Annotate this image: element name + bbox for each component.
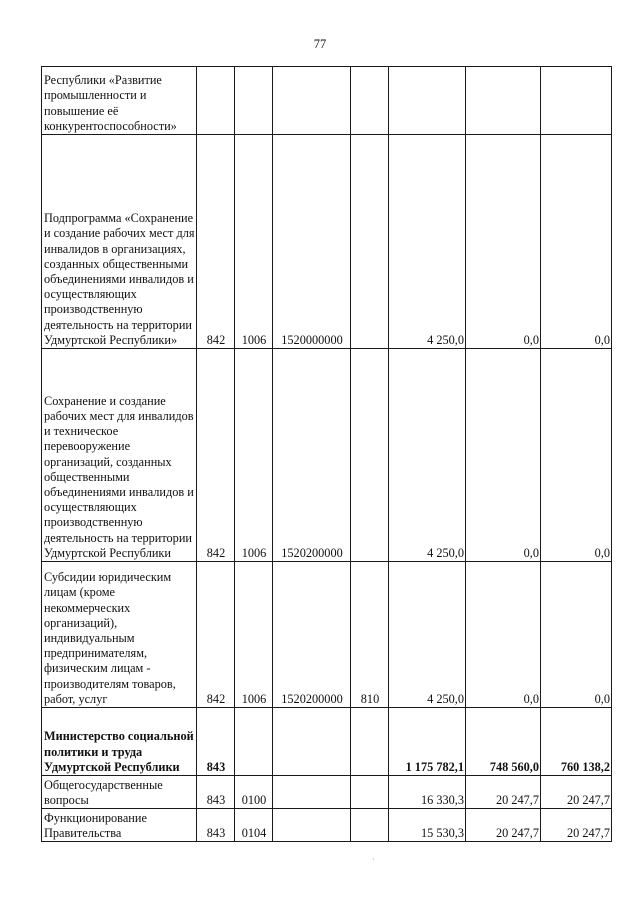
section-code: 0104 bbox=[235, 809, 273, 842]
expense-type-code bbox=[351, 135, 389, 349]
amount-year-1: 4 250,0 bbox=[389, 562, 466, 708]
scan-mark: · bbox=[372, 855, 375, 864]
dept-code: 842 bbox=[197, 562, 235, 708]
expense-type-code bbox=[351, 708, 389, 776]
amount-year-3: 20 247,7 bbox=[541, 776, 612, 809]
amount-year-2: 0,0 bbox=[466, 349, 541, 562]
section-code bbox=[235, 708, 273, 776]
section-code: 1006 bbox=[235, 349, 273, 562]
target-article-code bbox=[273, 67, 351, 135]
table-row bbox=[42, 809, 612, 842]
expense-type-code bbox=[351, 776, 389, 809]
target-article-code bbox=[273, 776, 351, 809]
section-code: 0100 bbox=[235, 776, 273, 809]
row-name: Субсидии юридическим лицам (кроме некоммерческих организаций), индивидуальным предпринимателям, физическим лицам - производителям товаров, работ, услуг bbox=[42, 562, 197, 708]
amount-year-3 bbox=[541, 67, 612, 135]
amount-year-3: 0,0 bbox=[541, 349, 612, 562]
amount-year-2 bbox=[466, 67, 541, 135]
row-name: Республики «Развитие промышленности и повышение её конкурентоспособности» bbox=[42, 67, 197, 135]
row-name: Общегосударственные вопросы bbox=[42, 776, 197, 809]
table-row bbox=[42, 562, 612, 708]
row-name: Подпрограмма «Сохранение и создание рабочих мест для инвалидов в организациях, созданных общественными объединениями инвалидов и осуществляющих производственную деятельность на территории Удмуртской Республики» bbox=[42, 135, 197, 349]
target-article-code bbox=[273, 708, 351, 776]
amount-year-3: 0,0 bbox=[541, 135, 612, 349]
row-name: Функционирование Правительства bbox=[42, 809, 197, 842]
dept-code: 842 bbox=[197, 349, 235, 562]
amount-year-1: 4 250,0 bbox=[389, 349, 466, 562]
amount-year-3: 760 138,2 bbox=[541, 708, 612, 776]
page-number: 77 bbox=[313, 37, 327, 51]
budget-table bbox=[41, 66, 612, 842]
table-row bbox=[42, 708, 612, 776]
dept-code: 843 bbox=[197, 776, 235, 809]
amount-year-1 bbox=[389, 67, 466, 135]
amount-year-2: 748 560,0 bbox=[466, 708, 541, 776]
section-code: 1006 bbox=[235, 562, 273, 708]
amount-year-2: 0,0 bbox=[466, 135, 541, 349]
amount-year-1: 16 330,3 bbox=[389, 776, 466, 809]
table-row bbox=[42, 67, 612, 135]
table-row bbox=[42, 135, 612, 349]
target-article-code bbox=[273, 809, 351, 842]
row-name: Министерство социальной политики и труда Удмуртской Республики bbox=[42, 708, 197, 776]
table-row bbox=[42, 776, 612, 809]
target-article-code: 1520200000 bbox=[273, 562, 351, 708]
amount-year-2: 20 247,7 bbox=[466, 809, 541, 842]
target-article-code: 1520200000 bbox=[273, 349, 351, 562]
amount-year-1: 15 530,3 bbox=[389, 809, 466, 842]
dept-code: 843 bbox=[197, 708, 235, 776]
amount-year-1: 4 250,0 bbox=[389, 135, 466, 349]
expense-type-code bbox=[351, 67, 389, 135]
target-article-code: 1520000000 bbox=[273, 135, 351, 349]
dept-code: 842 bbox=[197, 135, 235, 349]
amount-year-3: 20 247,7 bbox=[541, 809, 612, 842]
table-row bbox=[42, 349, 612, 562]
expense-type-code bbox=[351, 349, 389, 562]
section-code bbox=[235, 67, 273, 135]
dept-code: 843 bbox=[197, 809, 235, 842]
expense-type-code bbox=[351, 809, 389, 842]
dept-code bbox=[197, 67, 235, 135]
amount-year-2: 0,0 bbox=[466, 562, 541, 708]
amount-year-1: 1 175 782,1 bbox=[389, 708, 466, 776]
expense-type-code: 810 bbox=[351, 562, 389, 708]
section-code: 1006 bbox=[235, 135, 273, 349]
row-name: Сохранение и создание рабочих мест для инвалидов и техническое перевооружение организаций, созданных общественными объединениями инвалидов и осуществляющих производственную деятельность на территории Удмуртской Республики bbox=[42, 349, 197, 562]
amount-year-2: 20 247,7 bbox=[466, 776, 541, 809]
amount-year-3: 0,0 bbox=[541, 562, 612, 708]
